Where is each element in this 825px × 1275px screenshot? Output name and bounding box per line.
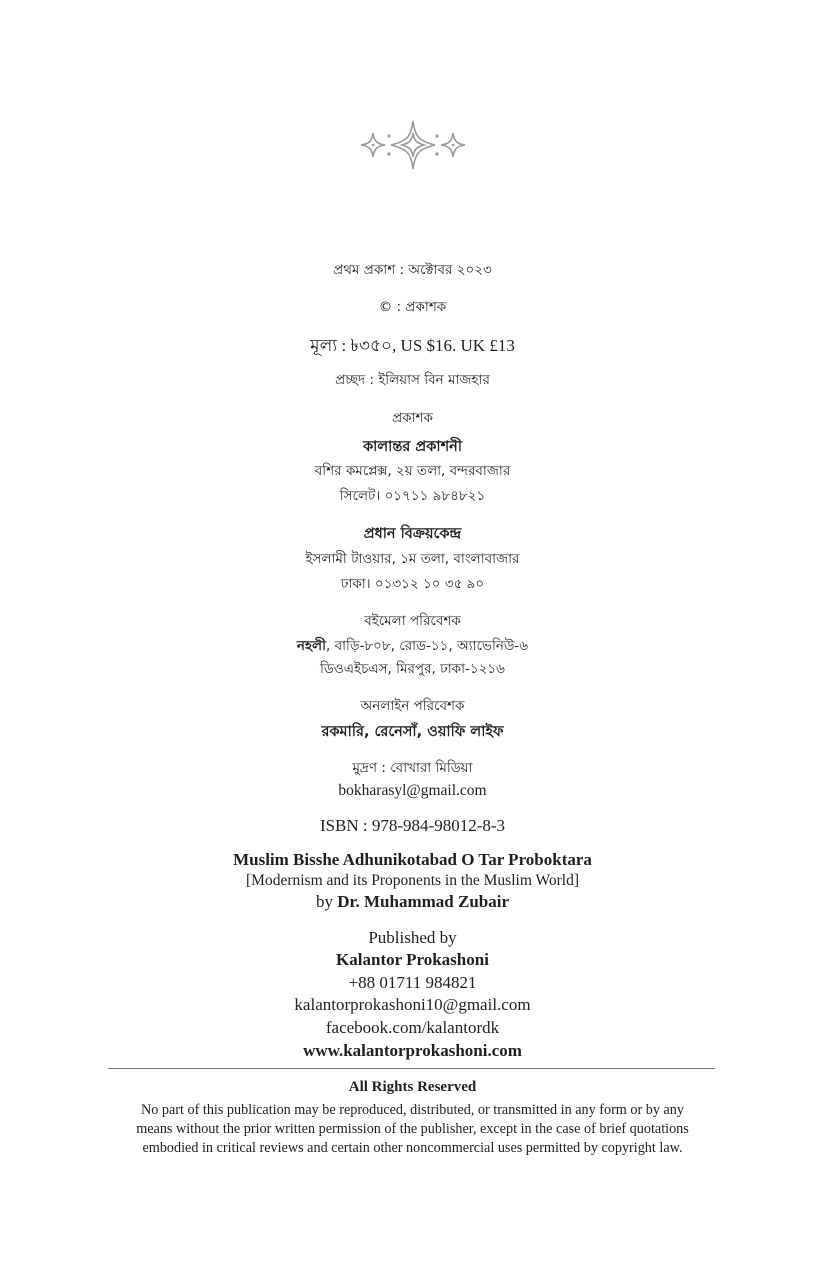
printer-email: bokharasyl@gmail.com bbox=[338, 782, 487, 799]
rights-notice-line-2: means without the prior written permission of the publisher, except in the case of brief quotations bbox=[136, 1121, 689, 1137]
publisher-address-2: সিলেট। ০১৭১১ ৯৮৪৮২১ bbox=[339, 488, 486, 504]
book-fair-address-rest: , বাড়ি-৮০৮, রোড-১১, অ্যাভেনিউ-৬ bbox=[325, 638, 529, 654]
book-title: Muslim Bisshe Adhunikotabad O Tar Proboktara bbox=[233, 850, 592, 869]
copyright-holder: © : প্রকাশক bbox=[378, 299, 447, 315]
main-sales-address-2: ঢাকা। ০১৩১২ ১০ ৩৫ ৯০ bbox=[340, 576, 485, 592]
publisher-name-bn: কালান্তর প্রকাশনী bbox=[363, 439, 462, 455]
book-subtitle: [Modernism and its Proponents in the Muslim World] bbox=[246, 872, 579, 889]
price: মূল্য : ৳৩৫০, US $16. UK £13 bbox=[310, 336, 515, 355]
rights-notice-line-3: embodied in critical reviews and certain other noncommercial uses permitted by copyright law. bbox=[142, 1140, 683, 1156]
rights-title: All Rights Reserved bbox=[348, 1079, 477, 1095]
printer: মুদ্রণ : বোখারা মিডিয়া bbox=[352, 760, 473, 776]
book-fair-heading: বইমেলা পরিবেশক bbox=[364, 613, 461, 629]
author-line bbox=[0, 893, 825, 910]
book-fair-name: নহলী bbox=[296, 638, 326, 654]
cover-designer: প্রচ্ছদ : ইলিয়াস বিন মাজহার bbox=[335, 372, 490, 388]
by-label: by bbox=[315, 892, 333, 911]
publisher-name-en: Kalantor Prokashoni bbox=[336, 950, 489, 969]
publisher-website: www.kalantorprokashoni.com bbox=[303, 1041, 522, 1060]
author-name: Dr. Muhammad Zubair bbox=[337, 892, 509, 911]
four-point-star-ornament-icon bbox=[355, 118, 471, 172]
first-edition: প্রথম প্রকাশ : অক্টোবর ২০২৩ bbox=[333, 262, 492, 278]
published-by-label: Published by bbox=[368, 928, 457, 947]
publisher-heading: প্রকাশক bbox=[392, 410, 433, 426]
publisher-phone: +88 01711 984821 bbox=[348, 973, 477, 992]
isbn: ISBN : 978-984-98012-8-3 bbox=[319, 816, 506, 835]
online-heading: অনলাইন পরিবেশক bbox=[360, 698, 465, 714]
publisher-address-1: বশির কমপ্লেক্স, ২য় তলা, বন্দরবাজার bbox=[314, 463, 511, 479]
divider bbox=[108, 1068, 715, 1069]
book-fair-address-1 bbox=[0, 640, 825, 654]
main-sales-address-1: ইসলামী টাওয়ার, ১ম তলা, বাংলাবাজার bbox=[305, 551, 520, 567]
rights-notice bbox=[100, 1101, 725, 1158]
online-distributors: রকমারি, রেনেসাঁ, ওয়াফি লাইফ bbox=[321, 724, 504, 740]
publisher-email: kalantorprokashoni10@gmail.com bbox=[294, 995, 531, 1014]
main-sales-heading: প্রধান বিক্রয়কেন্দ্র bbox=[363, 526, 462, 542]
rights-notice-line-1: No part of this publication may be reproduced, distributed, or transmitted in any form or by any bbox=[141, 1102, 684, 1118]
book-fair-address-2: ডিওএইচএস, মিরপুর, ঢাকা-১২১৬ bbox=[320, 661, 505, 677]
publisher-facebook: facebook.com/kalantordk bbox=[325, 1018, 500, 1037]
